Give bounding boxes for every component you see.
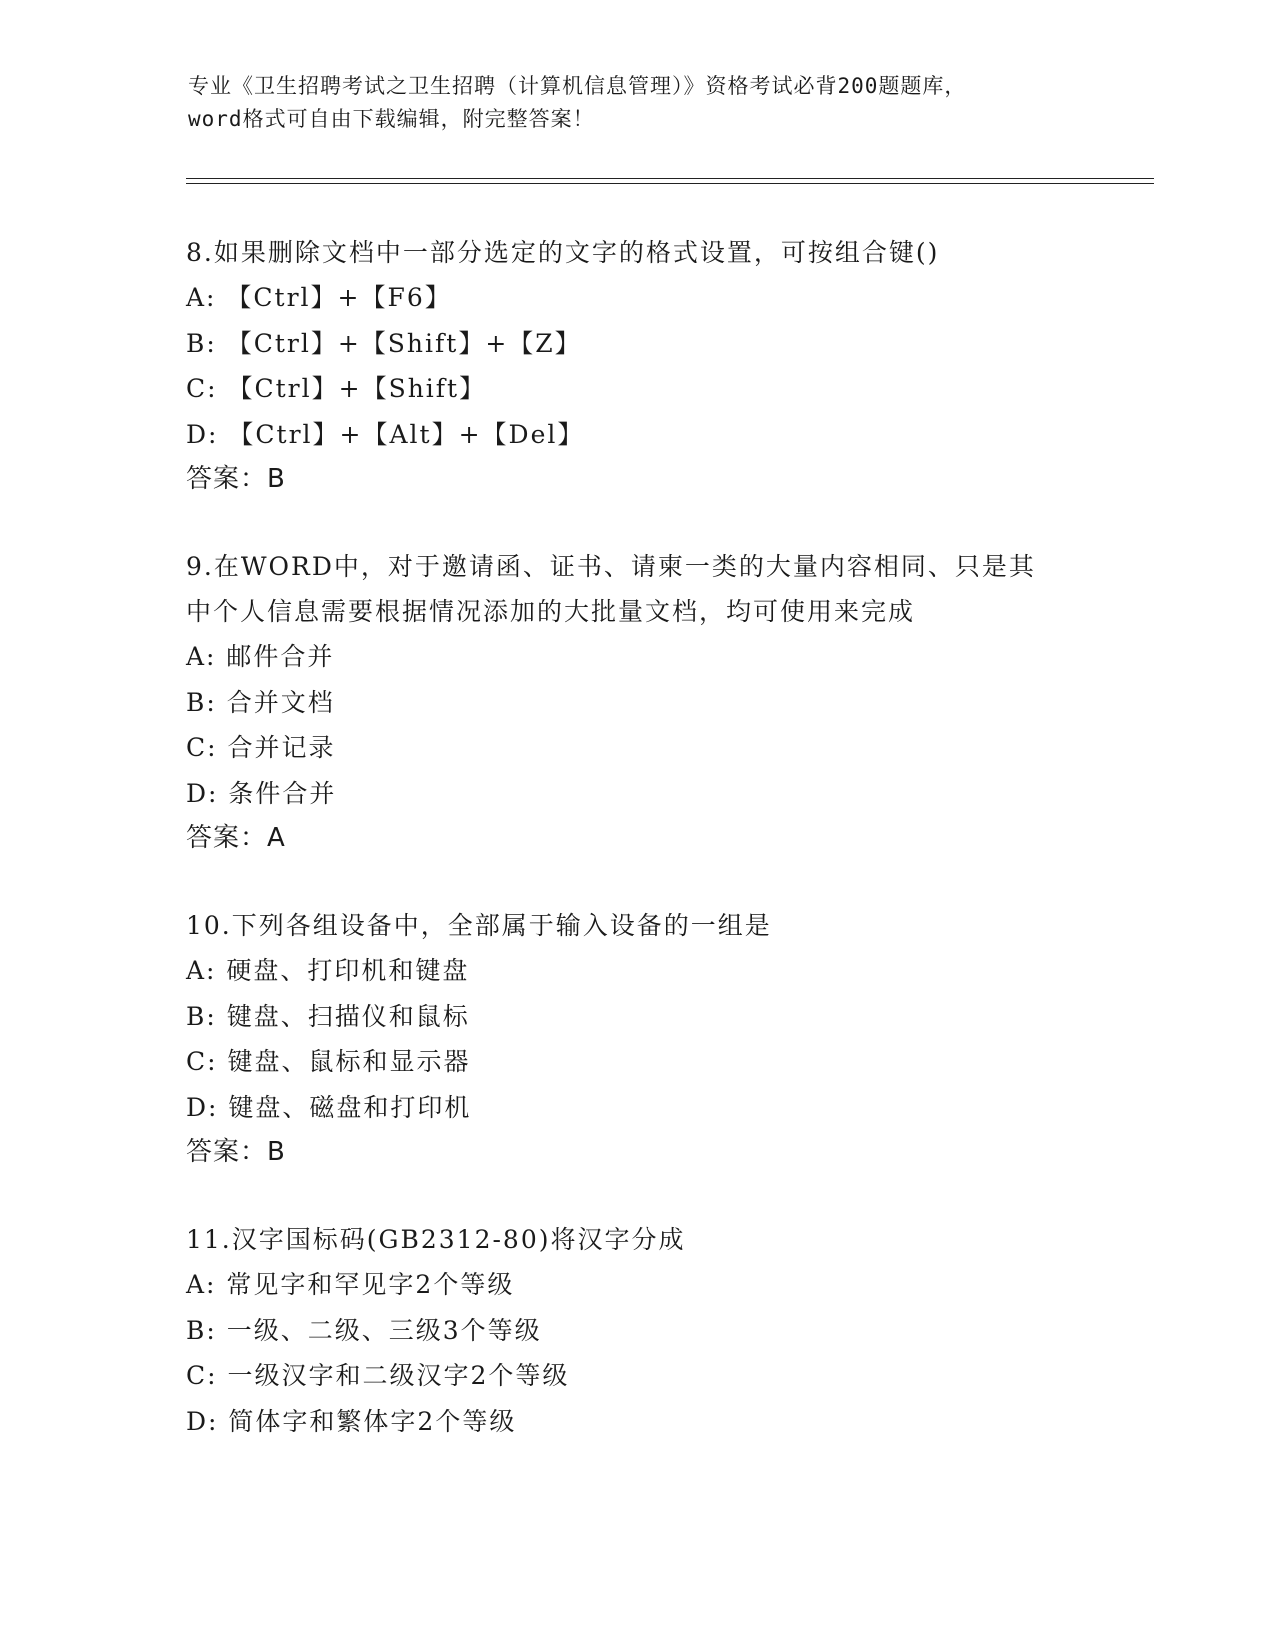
option-a: A: 硬盘、打印机和键盘 xyxy=(186,956,470,985)
question-stem-continued: 中个人信息需要根据情况添加的大批量文档，均可使用来完成 xyxy=(186,597,916,626)
option-d: D: 【Ctrl】+【Alt】+【Del】 xyxy=(186,419,585,449)
question-11 xyxy=(186,1217,1086,1444)
question-stem: 10.下列各组设备中，全部属于输入设备的一组是 xyxy=(186,911,772,940)
header-divider-bottom xyxy=(186,183,1154,184)
question-9 xyxy=(186,544,1086,861)
option-b: B: 键盘、扫描仪和鼠标 xyxy=(186,1001,470,1031)
option-b: B: 合并文档 xyxy=(186,687,335,717)
answer-label: 答案：B xyxy=(186,464,286,494)
question-stem: 9.在WORD中，对于邀请函、证书、请柬一类的大量内容相同、只是其 xyxy=(186,552,1036,581)
option-a: A: 【Ctrl】+【F6】 xyxy=(186,283,452,312)
question-10 xyxy=(186,903,1086,1175)
option-a: A: 常见字和罕见字2个等级 xyxy=(186,1270,515,1299)
question-list xyxy=(186,230,1086,1486)
option-a: A: 邮件合并 xyxy=(186,642,335,671)
option-c: C: 一级汉字和二级汉字2个等级 xyxy=(186,1361,570,1390)
header-line-2: word格式可自由下载编辑，附完整答案！ xyxy=(188,107,595,131)
option-c: C: 合并记录 xyxy=(186,733,336,762)
question-8 xyxy=(186,230,1086,502)
header-divider-top xyxy=(186,178,1154,179)
header-line-1: 专业《卫生招聘考试之卫生招聘（计算机信息管理）》资格考试必背200题题库， xyxy=(188,74,967,98)
answer-label: 答案：B xyxy=(186,1137,286,1167)
question-stem: 8.如果删除文档中一部分选定的文字的格式设置，可按组合键() xyxy=(186,238,940,267)
document-header xyxy=(188,70,1088,136)
option-d: D: 键盘、磁盘和打印机 xyxy=(186,1092,472,1122)
question-stem: 11.汉字国标码(GB2312-80)将汉字分成 xyxy=(186,1225,686,1254)
option-d: D: 简体字和繁体字2个等级 xyxy=(186,1406,517,1436)
answer-label: 答案：A xyxy=(186,823,286,853)
option-b: B: 一级、二级、三级3个等级 xyxy=(186,1315,542,1345)
option-c: C: 键盘、鼠标和显示器 xyxy=(186,1047,471,1076)
option-c: C: 【Ctrl】+【Shift】 xyxy=(186,374,487,403)
option-b: B: 【Ctrl】+【Shift】+【Z】 xyxy=(186,328,582,358)
option-d: D: 条件合并 xyxy=(186,778,337,808)
